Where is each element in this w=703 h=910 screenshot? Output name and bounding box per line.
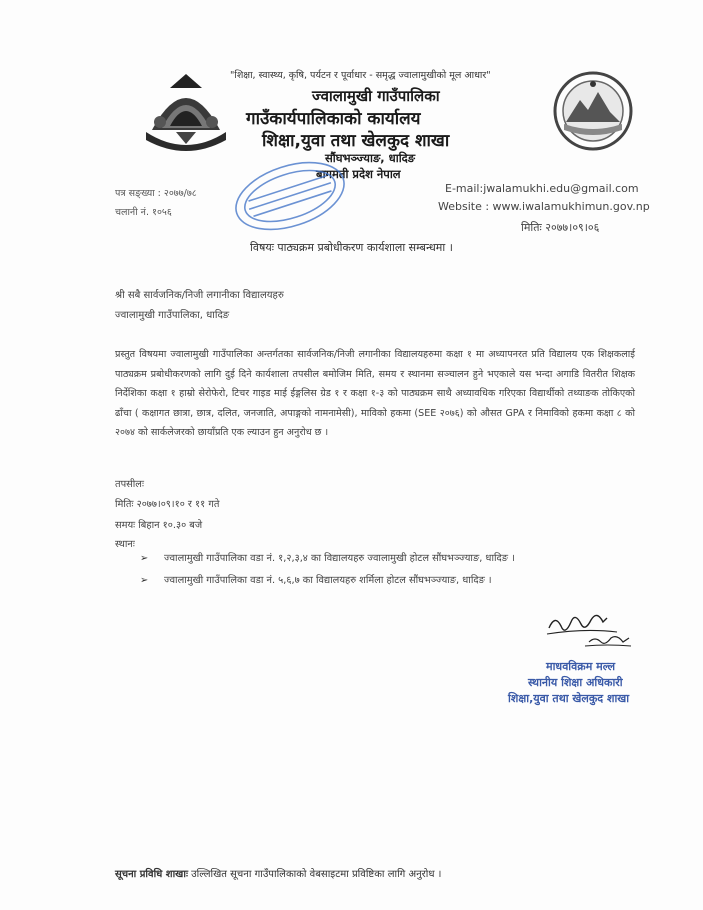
signatory-name: माधवविक्रम मल्ल (546, 660, 616, 673)
motto: "शिक्षा, स्वास्थ्य, कृषि, पर्यटन र पूर्वाधार - समृद्ध ज्वालामुखीको मूल आधार" (230, 70, 491, 81)
municipality-name: ज्वालामुखी गाउँपालिका (312, 87, 440, 105)
handwritten-signature (545, 608, 635, 650)
signatory-title: स्थानीय शिक्षा अधिकारी (528, 676, 623, 689)
dispatch-number: चलानी नं. १०५६ (115, 207, 172, 218)
list-item (140, 570, 515, 592)
workshop-time: समयः बिहान १०.३० बजे (115, 520, 203, 531)
letter-date: मितिः २०७७।०९।०६ (521, 221, 600, 234)
letter-body (115, 345, 635, 443)
office-name: गाउँकार्यपालिकाको कार्यालय (246, 109, 421, 129)
office-stamp (225, 155, 355, 237)
letter-subject: विषयः पाठ्यक्रम प्रबोधीकरण कार्यशाला सम्बन्धमा । (250, 241, 453, 254)
arrow-bullet-icon: ➢ (140, 575, 149, 586)
province-name: बागमती प्रदेश नेपाल (316, 167, 401, 181)
nepal-emblem-logo (140, 70, 232, 158)
location-text: ज्वालामुखी गाउँपालिका वडा नं. १,२,३,४ का विद्यालयहरु ज्वालामुखी होटल सौंघभञ्ज्याङ, धादिङ । (164, 553, 515, 564)
workshop-place-label: स्थानः (115, 539, 135, 550)
footer-text: उल्लिखित सूचना गाउँपालिकाको वेबसाइटमा प्रविष्टिका लागि अनुरोध । (187, 869, 442, 880)
details-heading: तपसीलः (115, 479, 144, 490)
workshop-date: मितिः २०७७।०९।१० र ११ गते (115, 499, 220, 510)
footer-note (115, 866, 441, 880)
department-name: शिक्षा,युवा तथा खेलकुद शाखा (262, 131, 450, 151)
website-address: Website : www.iwalamukhimun.gov.np (438, 200, 650, 213)
email-address: E-mail:jwalamukhi.edu@gmail.com (445, 182, 639, 195)
municipality-seal-logo (552, 70, 634, 152)
office-location: सौंघभञ्ज्याङ, धादिङ (325, 151, 416, 165)
location-list (140, 548, 515, 592)
footer-label: सूचना प्रविधि शाखाः (115, 869, 188, 880)
recipient-line-2: ज्वालामुखी गाउँपालिका, धादिङ (115, 310, 230, 321)
arrow-bullet-icon: ➢ (140, 553, 149, 564)
reference-number: पत्र सङ्ख्या : २०७७/७८ (115, 188, 197, 199)
list-item (140, 548, 515, 570)
location-text: ज्वालामुखी गाउँपालिका वडा नं. ५,६,७ का विद्यालयहरु शर्मिला होटल सौंघभञ्ज्याङ, धादिङ । (164, 575, 492, 586)
body-paragraph: प्रस्तुत विषयमा ज्वालामुखी गाउँपालिका अन्तर्गतका सार्वजनिक/निजी लगानीका विद्यालयहरुमा कक्षा १ मा अध्यापनरत प्रति विद्यालय एक शिक्षकलाई पाठ्यक्रम प्रबोधीकरणको लागि दुई दिने कार्यशाला तपसील बमोजिम मिति, समय र स्थानमा सञ्चालन हुने भएकाले यस भन्दा अगाडि वितरीत शिक्षक निर्देशिका कक्षा १ हाम्रो सेरोफेरो, टिचर गाइड माई ईङ्गलिस ग्रेड १ र कक्षा १-३ को पाठ्यक्रम साथै अध्यावधिक गरिएका विद्यार्थीको तथ्याङक तोकिएको ढाँचा ( कक्षागत छात्रा, छात्र, दलित, जनजाति, अपाङ्गको नामनामेसी), माविको हकमा (SEE २०७६) को औसत GPA र निमाविको हकमा कक्षा ८ को २०७४ को सार्कलेजरको छायाँप्रति एक ल्याउन हुन अनुरोध छ । (115, 349, 635, 439)
recipient-line-1: श्री सबै सार्वजनिक/निजी लगानीका विद्यालयहरु (115, 290, 284, 301)
signatory-department: शिक्षा,युवा तथा खेलकुद शाखा (508, 692, 630, 705)
